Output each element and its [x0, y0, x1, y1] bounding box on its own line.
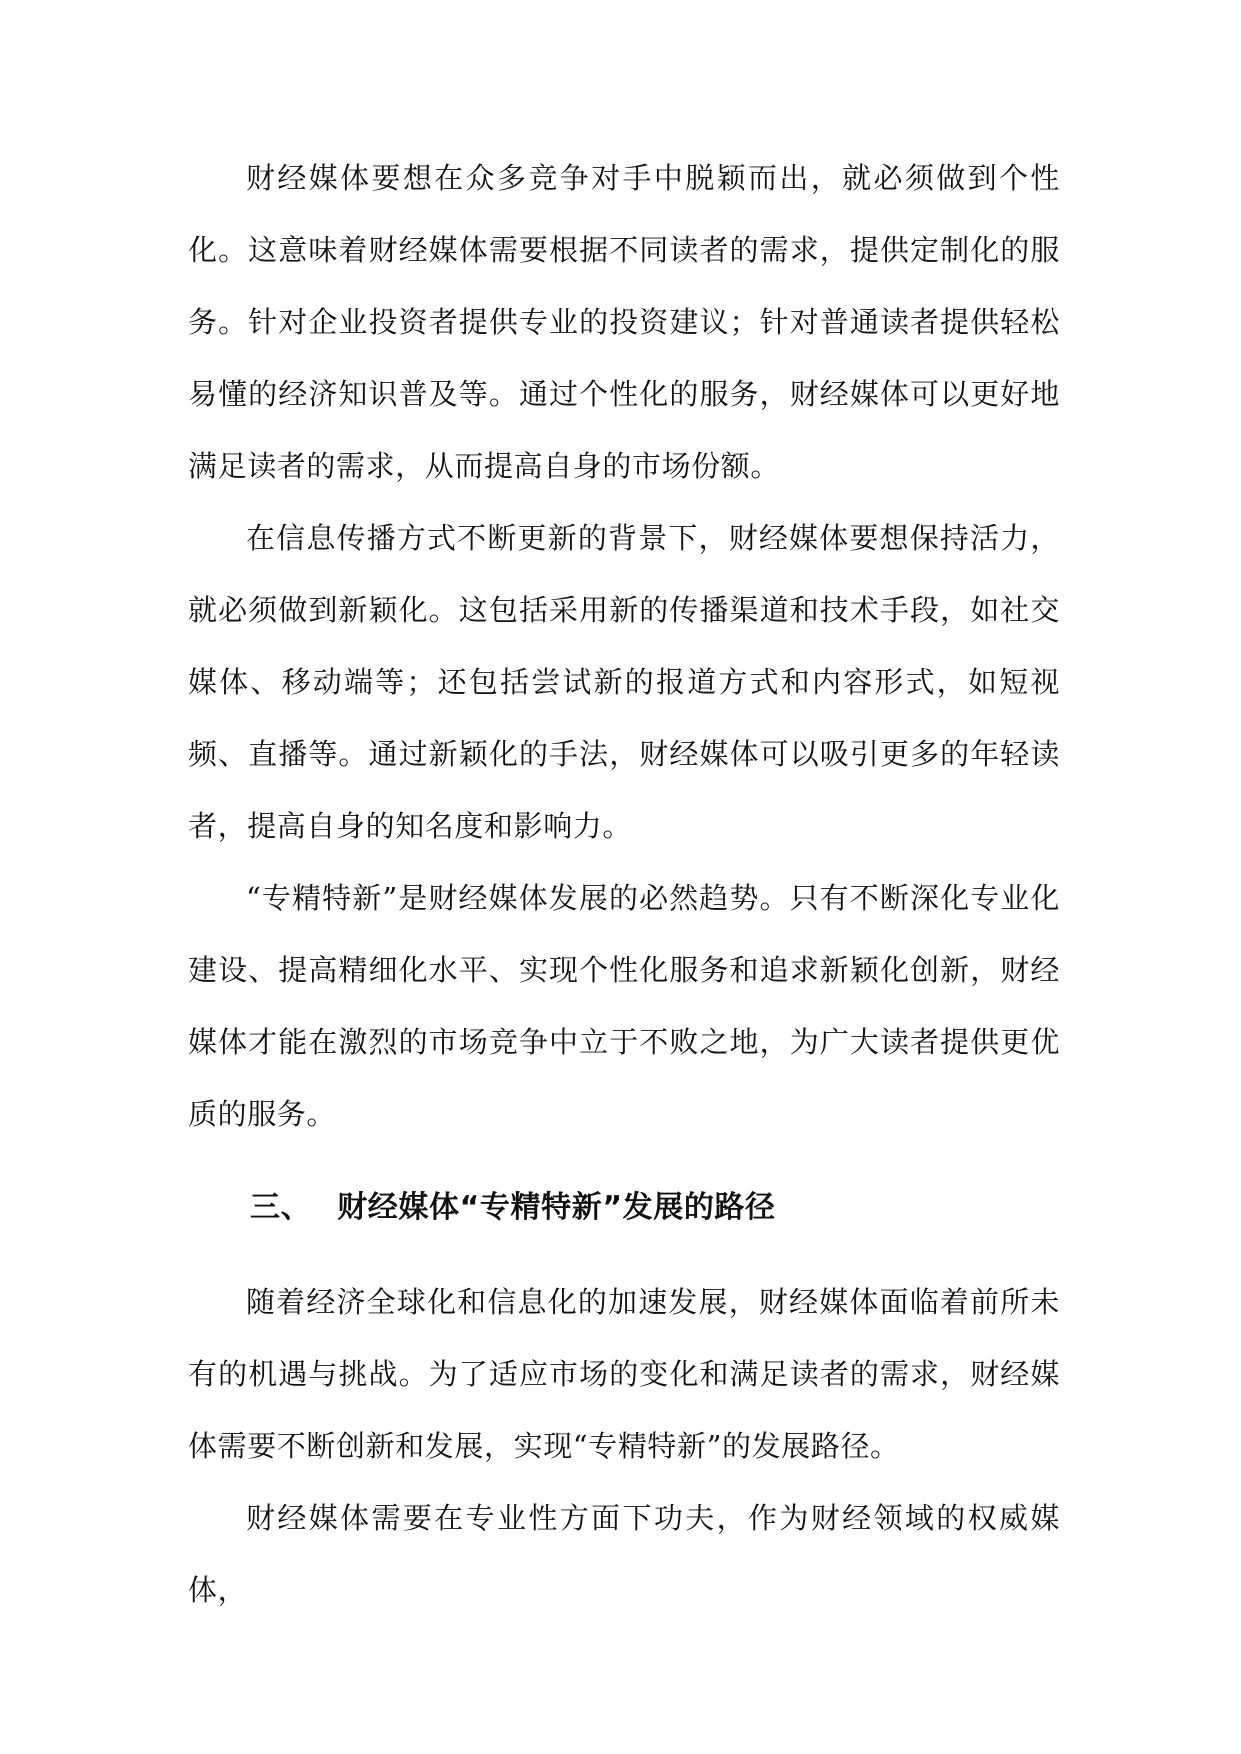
document-body: [188, 142, 1060, 1626]
paragraph-personalization: 财经媒体要想在众多竞争对手中脱颖而出，就必须做到个性化。这意味着财经媒体需要根据不同读者的需求，提供定制化的服务。针对企业投资者提供专业的投资建议；针对普通读者提供轻松易懂的经济知识普及等。通过个性化的服务，财经媒体可以更好地满足读者的需求，从而提高自身的市场份额。: [188, 161, 1060, 483]
section-number: 三、: [250, 1190, 312, 1225]
paragraph-trend-summary: “专精特新”是财经媒体发展的必然趋势。只有不断深化专业化建设、提高精细化水平、实现个性化服务和追求新颖化创新，财经媒体才能在激烈的市场竞争中立于不败之地，为广大读者提供更优质的服务。: [188, 881, 1060, 1131]
section-title: 财经媒体“专精特新”发展的路径: [337, 1190, 776, 1225]
section-heading: [188, 1160, 1060, 1256]
paragraph-novelty: 在信息传播方式不断更新的背景下，财经媒体要想保持活力，就必须做到新颖化。这包括采用新的传播渠道和技术手段，如社交媒体、移动端等；还包括尝试新的报道方式和内容形式，如短视频、直播等。通过新颖化的手法，财经媒体可以吸引更多的年轻读者，提高自身的知名度和影响力。: [188, 521, 1060, 843]
paragraph-opportunities: 随着经济全球化和信息化的加速发展，财经媒体面临着前所未有的机遇与挑战。为了适应市场的变化和满足读者的需求，财经媒体需要不断创新和发展，实现“专精特新”的发展路径。: [188, 1285, 1060, 1463]
paragraph-professionalism: 财经媒体需要在专业性方面下功夫，作为财经领域的权威媒体，: [188, 1501, 1060, 1607]
